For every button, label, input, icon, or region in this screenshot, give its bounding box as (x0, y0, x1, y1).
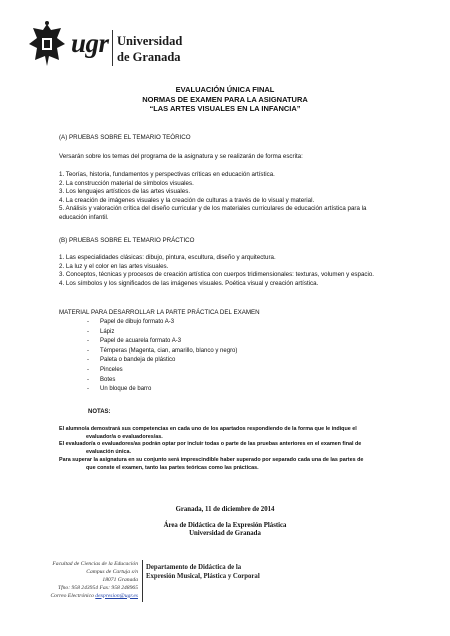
note-first-line: El alumno/a demostrará sus competencias en cada uno de los apartados respondiendo de la forma que le indique el (59, 426, 357, 432)
material-label: Botes (100, 376, 116, 383)
section-a-list (59, 171, 384, 223)
material-label: Pinceles (100, 366, 123, 373)
list-item: 5. Análisis y valoración crítica del diseño curricular y de los materiales curriculares de educación artística para la educación infantil. (59, 205, 367, 221)
email-link[interactable]: dexpresion@ugr.es (95, 592, 138, 599)
footer-divider (142, 560, 143, 602)
note-continuation: evaluación única. (86, 449, 131, 456)
section-a-heading: (A) PRUEBAS SOBRE EL TEMARIO TEÓRICO (59, 134, 191, 141)
footer-email-line (20, 593, 138, 601)
list-item: 1. Las especialidades clásicas: dibujo, pintura, escultura, diseño y arquitectura. (59, 254, 276, 261)
list-item: 2. La construcción material de símbolos visuales. (59, 179, 194, 187)
note-item (59, 426, 394, 441)
university-logo (27, 20, 187, 72)
material-label: Un bloque de barro (100, 386, 152, 393)
signature-block (0, 506, 450, 539)
list-item (87, 337, 237, 347)
list-item (87, 385, 237, 395)
bullet-dash: - (87, 366, 89, 373)
bullet-dash: - (87, 338, 89, 345)
footer-line: Campus de Cartuja s/n (86, 568, 138, 575)
footer-line: Tfno: 958 243954 Fax: 958 248965 (57, 584, 138, 591)
footer-department (146, 564, 260, 581)
notes-list (59, 426, 394, 472)
note-first-line: Para superar la asignatura en su conjunto será imprescindible haber superado por separado cada una de las partes de (59, 456, 364, 463)
title-line-2: NORMAS DE EXAMEN PARA LA ASIGNATURA (142, 94, 308, 104)
list-item (87, 318, 237, 328)
bullet-dash: - (87, 347, 89, 354)
logo-divider (112, 30, 113, 66)
title-line-1: EVALUACIÓN ÚNICA FINAL (175, 85, 275, 94)
list-item (87, 347, 237, 357)
list-item: 4. Los símbolos y los significados de las imágenes visuales. Poética visual y creación artística. (59, 279, 319, 287)
list-item: 3. Los lenguajes artísticos de las artes visuales. (59, 188, 191, 196)
university-name-line2: de Granada (117, 50, 181, 64)
section-b-list (59, 254, 384, 288)
list-item (87, 328, 237, 338)
ugr-logo-text: ugr (71, 28, 109, 58)
section-b-heading: (B) PRUEBAS SOBRE EL TEMARIO PRÁCTICO (59, 237, 195, 244)
document-title-block (0, 85, 450, 114)
materials-list (87, 318, 237, 395)
university-name-line1: Universidad (117, 34, 183, 48)
material-label: Lápiz (100, 328, 115, 335)
bullet-dash: - (87, 386, 89, 393)
materials-heading: MATERIAL PARA DESARROLLAR LA PARTE PRÁCTICA DEL EXAMEN (59, 309, 260, 316)
bullet-dash: - (87, 376, 89, 383)
email-label: Correo Electrónico (50, 592, 94, 599)
list-item: 4. La creación de imágenes visuales y la creación de culturas a través de lo visual y material. (59, 196, 315, 204)
list-item (87, 356, 237, 366)
bullet-dash: - (87, 319, 89, 325)
department-line-1: Departamento de Didáctica de la (146, 564, 242, 571)
list-item: 3. Conceptos, técnicas y procesos de creación artística con cuerpos tridimensionales: texturas, volumen y espacio. (59, 271, 375, 279)
footer-address (20, 561, 138, 601)
title-line-3: “LAS ARTES VISUALES EN LA INFANCIA” (149, 104, 301, 113)
footer-line: 18071 Granada (102, 576, 138, 583)
material-label: Témperas (Magenta, cian, amarillo, blanco y negro) (100, 347, 238, 354)
material-label: Paleta o bandeja de plástico (100, 357, 176, 364)
footer-line: Facultad de Ciencias de la Educación (52, 561, 138, 567)
material-label: Papel de dibujo formato A-3 (100, 319, 175, 325)
signature-university: Universidad de Granada (189, 530, 261, 537)
list-item (87, 366, 237, 376)
bullet-dash: - (87, 357, 89, 364)
note-first-line: El evaluador/a o evaluadores/as podrán optar por incluir todas o parte de las pruebas anteriores en el examen final de (59, 441, 362, 448)
note-item (59, 441, 394, 456)
department-line-2: Expresión Musical, Plástica y Corporal (146, 572, 260, 580)
list-item: 2. La luz y el color en las artes visuales. (59, 262, 169, 270)
list-item: 1. Teorías, historia, fundamentos y perspectivas críticas en educación artística. (59, 171, 275, 178)
section-a-intro: Versarán sobre los temas del programa de la asignatura y se realizarán de forma escrita: (59, 153, 303, 160)
material-label: Papel de acuarela formato A-3 (100, 338, 182, 345)
signature-date: Granada, 11 de diciembre de 2014 (175, 506, 275, 513)
list-item (87, 376, 237, 386)
note-continuation: evaluador/a o evaluadores/as. (86, 433, 163, 440)
notes-heading: NOTAS: (88, 409, 111, 415)
note-continuation: que conste el examen, tanto las partes teóricas como las prácticas. (86, 464, 259, 471)
signature-area: Área de Didáctica de la Expresión Plástica (163, 521, 287, 529)
note-item (59, 457, 394, 472)
bullet-dash: - (87, 328, 89, 335)
coat-of-arms-icon (27, 20, 67, 70)
